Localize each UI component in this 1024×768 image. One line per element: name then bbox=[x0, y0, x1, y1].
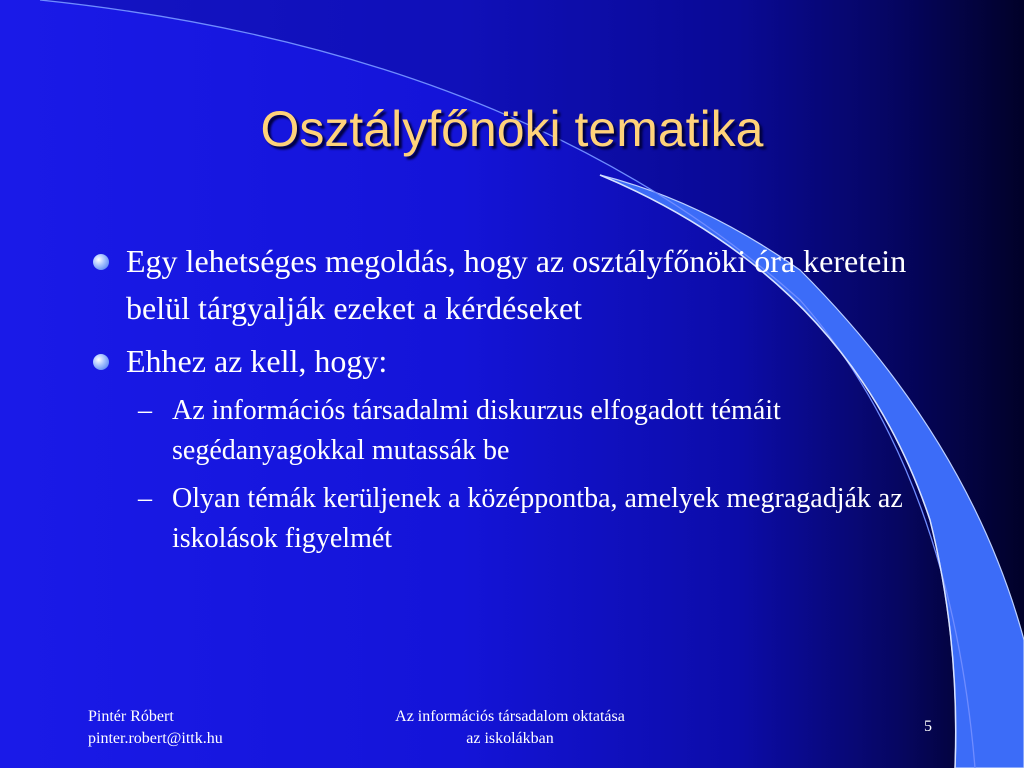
dash-icon: – bbox=[138, 483, 152, 514]
slide-title: Osztályfőnöki tematika bbox=[260, 101, 764, 157]
footer-course-line-1: Az információs társadalom oktatása bbox=[395, 708, 625, 725]
bullet-dot-icon bbox=[93, 254, 109, 270]
footer-course-line-2: az iskolákban bbox=[466, 730, 554, 747]
slide-content bbox=[90, 238, 950, 567]
bullet-item bbox=[90, 238, 950, 332]
bullet-text: Ehhez az kell, hogy: bbox=[126, 343, 388, 379]
sub-bullet-text: Olyan témák kerüljenek a középpontba, amelyek megragadják az iskolások figyelmét bbox=[172, 483, 903, 554]
bullet-item bbox=[90, 338, 950, 385]
sub-bullet-item bbox=[90, 479, 950, 559]
page-number: 5 bbox=[924, 718, 932, 735]
footer-course bbox=[350, 706, 670, 750]
bullet-text: Egy lehetséges megoldás, hogy az osztályfőnöki óra keretein belül tárgyalják ezeket a kérdéseket bbox=[126, 243, 907, 326]
footer-email: pinter.robert@ittk.hu bbox=[88, 730, 223, 747]
sub-bullet-text: Az információs társadalmi diskurzus elfogadott témáit segédanyagokkal mutassák be bbox=[172, 395, 781, 466]
footer-author bbox=[88, 706, 223, 750]
footer-author-name: Pintér Róbert bbox=[88, 708, 174, 725]
bullet-dot-icon bbox=[93, 354, 109, 370]
sub-bullet-item bbox=[90, 391, 950, 471]
dash-icon: – bbox=[138, 395, 152, 426]
